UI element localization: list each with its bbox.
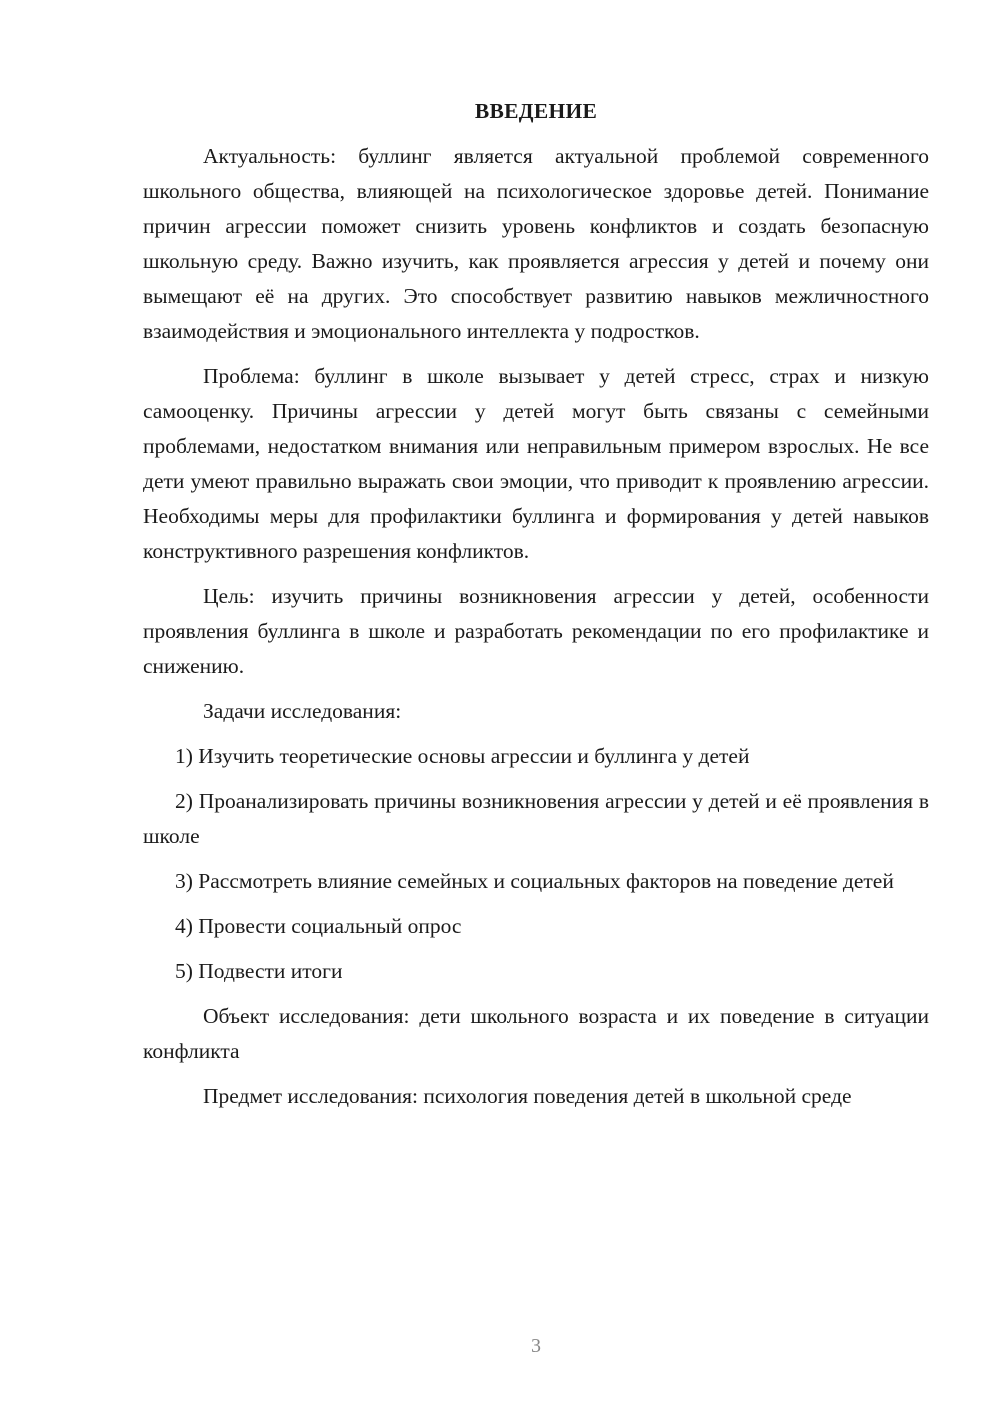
paragraph-problem: Проблема: буллинг в школе вызывает у детей стресс, страх и низкую самооценку. Причины агрессии у детей могут быть связаны с семейными проблемами, недостатком внимания или неправильным примером взрослых. Не все дети умеют правильно выражать свои эмоции, что приводит к проявлению агрессии. Необходимы меры для профилактики буллинга и формирования у детей навыков конструктивного разрешения конфликтов.	[143, 364, 929, 563]
paragraph-relevance: Актуальность: буллинг является актуальной проблемой современного школьного общества, влияющей на психологическое здоровье детей. Понимание причин агрессии поможет снизить уровень конфликтов и создать безопасную школьную среду. Важно изучить, как проявляется агрессия у детей и почему они вымещают её на других. Это способствует развитию навыков межличностного взаимодействия и эмоционального интеллекта у подростков.	[143, 144, 929, 343]
page-number: 3	[531, 1335, 541, 1357]
page-content	[143, 94, 929, 1124]
task-item-5: 5) Подвести итоги	[175, 959, 343, 983]
page-title: ВВЕДЕНИЕ	[474, 99, 598, 123]
paragraph-goal: Цель: изучить причины возникновения агрессии у детей, особенности проявления буллинга в школе и разработать рекомендации по его профилактике и снижению.	[143, 584, 929, 678]
paragraph-subject: Предмет исследования: психология поведения детей в школьной среде	[203, 1084, 852, 1108]
tasks-heading: Задачи исследования:	[203, 699, 402, 723]
task-item-1: 1) Изучить теоретические основы агрессии и буллинга у детей	[175, 744, 750, 768]
task-item-4: 4) Провести социальный опрос	[175, 914, 462, 938]
task-item-2: 2) Проанализировать причины возникновения агрессии у детей и её проявления в школе	[143, 789, 929, 848]
paragraph-object: Объект исследования: дети школьного возраста и их поведение в ситуации конфликта	[143, 1004, 929, 1063]
task-item-3: 3) Рассмотреть влияние семейных и социальных факторов на поведение детей	[175, 869, 894, 893]
